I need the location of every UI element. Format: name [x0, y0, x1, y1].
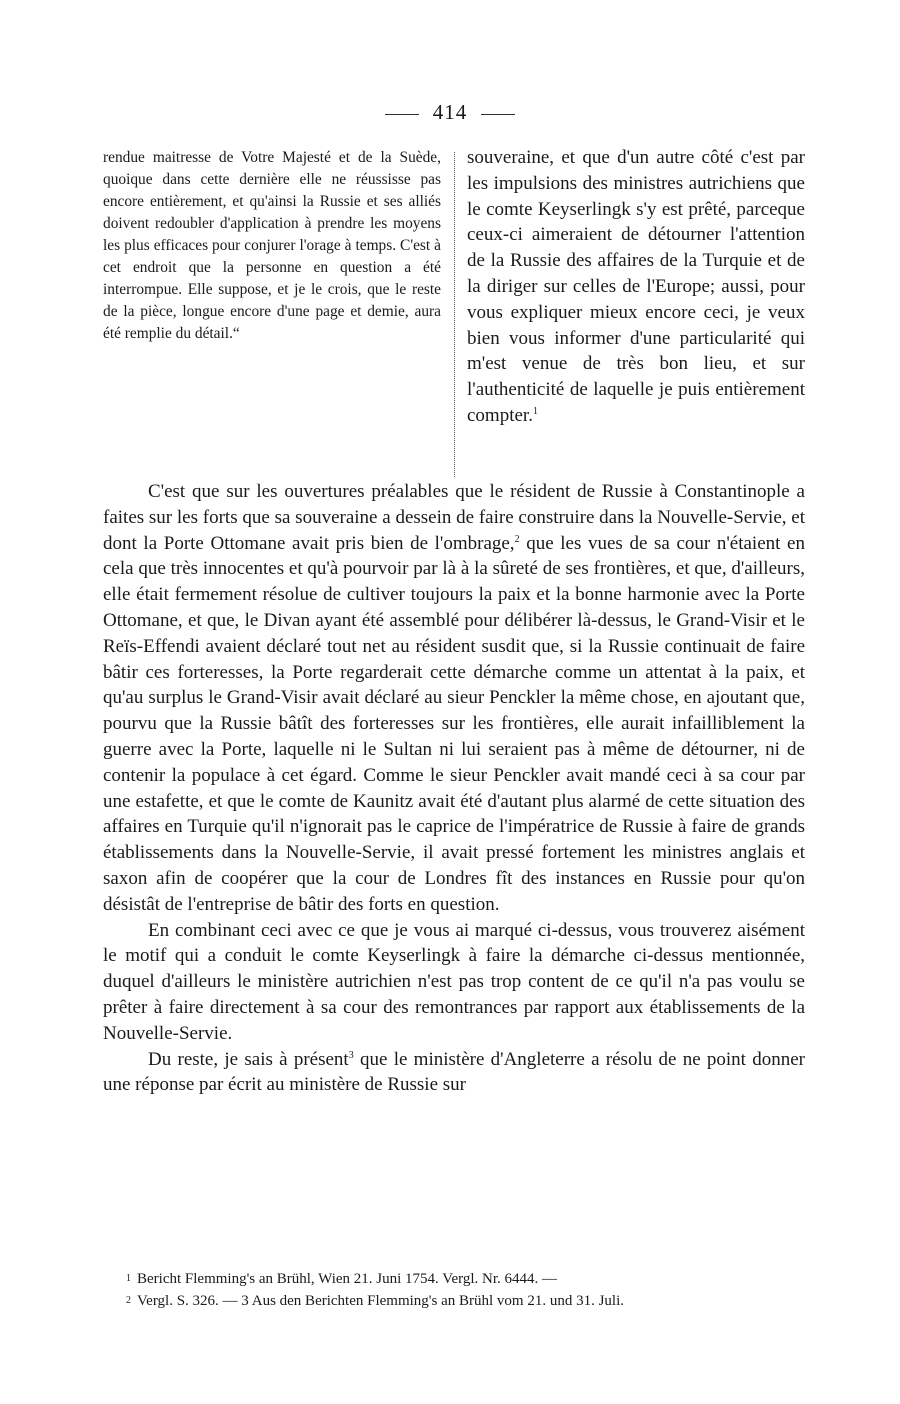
footnote-ref-3[interactable]: 3 [348, 1049, 354, 1061]
paragraph-3 [103, 1047, 805, 1099]
footnote-line-2 [103, 1290, 805, 1312]
main-body [103, 479, 805, 1098]
paragraph-1 [103, 479, 805, 918]
page-number-dash-left [385, 114, 419, 115]
paragraph-3-text-b: que le ministère d'Angleterre a résolu de ne point donner une réponse par écrit au ministère de Russie sur [103, 1048, 805, 1096]
footnote-ref-2[interactable]: 2 [514, 533, 520, 545]
left-column-text: rendue maitresse de Votre Majesté et de la Suède, quoique dans cette dernière elle ne réussisse pas encore entièrement, et qu'ainsi la Russie et ses alliés doivent redoubler d'application à prendre les moyens les plus efficaces pour conjurer l'orage à temps. C'est à cet endroit que la personne en question a été interrompue. Elle suppose, et je le crois, que le reste de la pièce, longue encore d'une page et demie, aura été remplie du détail.“ [103, 149, 441, 342]
footnote-line-1-text: Bericht Flemming's an Brühl, Wien 21. Juni 1754. Vergl. Nr. 6444. — [137, 1271, 557, 1287]
right-column-paragraph [467, 145, 805, 429]
page-number-text: 414 [432, 100, 468, 124]
left-column-quote [103, 147, 441, 345]
paragraph-2: En combinant ceci avec ce que je vous ai marqué ci-dessus, vous trouverez aisément le motif qui a conduit le comte Keyserlingk à faire la démarche ci-dessus mentionnée, duquel d'ailleurs le ministère autrichien n'est pas trop content de ce qu'il n'a pas voulu se prêter à faire directement à sa cour des remontrances par rapport aux établissements de la Nouvelle-Servie. [103, 919, 805, 1044]
column-divider [454, 152, 455, 477]
page-number [0, 100, 900, 125]
footnote-mark-2: 2 [126, 1295, 131, 1306]
paragraph-3-text-a: Du reste, je sais à présent [148, 1048, 349, 1070]
paragraph-1-text-a: C'est que sur les ouvertures préalables que le résident de Russie à Constantinople a faites sur les forts que sa souveraine a dessein de faire construire dans la Nouvelle-Servie, et dont la Porte Ottomane avait pris bien de l'ombrage, [103, 481, 805, 554]
right-column [467, 145, 805, 429]
right-column-text: souveraine, et que d'un autre côté c'est par les impulsions des ministres autrichiens que le comte Keyserlingk s'y est prêté, parceque ceux-ci aimeraient de détourner l'attention de la Russie des affaires de la Turquie et de la diriger sur celles de l'Europe; aussi, pour vous expliquer mieux encore ceci, je veux bien vous informer d'une particularité qui m'est venue de très bon lieu, et sur l'authenticité de laquelle je puis entièrement compter. [467, 147, 805, 426]
footnote-line-2-text: Vergl. S. 326. — 3 Aus den Berichten Flemming's an Brühl vom 21. und 31. Juli. [137, 1293, 624, 1309]
footnote-ref-1[interactable]: 1 [532, 405, 538, 417]
paragraph-1-text-b: que les vues de sa cour n'étaient en cela que très innocentes et qu'à pourvoir par là à la sûreté de ses frontières, et que, d'ailleurs, elle était fermement résolue de cultiver toujours la paix et la bonne harmonie avec la Porte Ottomane, et que, le Divan ayant été assemblé pour délibérer là-dessus, le Grand-Visir et le Reïs-Effendi avaient déclaré tout net au résident susdit que, si la Russie continuait de faire bâtir ces forteresses, la Porte regarderait cette démarche comme un attentat à la paix, et qu'au surplus le Grand-Visir avait déclaré au sieur Penckler la même chose, en ajoutant que, pourvu que la Russie bâtît des forteresses sur les frontières, elle aurait infailliblement la guerre avec la Porte, laquelle ni le Sultan ni lui seraient pas à même de détourner, ni de contenir la populace à cet égard. Comme le sieur Penckler avait mandé ceci à sa cour par une estafette, et que le comte de Kaunitz avait été d'autant plus alarmé de cette situation des affaires en Turquie qu'il n'ignorait pas le caprice de l'impératrice de Russie à faire de grands établissements dans la Nouvelle-Servie, il avait pressé fortement les ministres anglais et saxon afin de coopérer que la cour de Londres fît des instances en Russie pour qu'on désistât de l'entreprise de bâtir des forts en question. [103, 532, 805, 915]
footnote-line-1 [103, 1268, 805, 1290]
footnote-mark-1: 1 [126, 1273, 131, 1284]
page-number-dash-right [481, 114, 515, 115]
footnotes [103, 1268, 805, 1312]
